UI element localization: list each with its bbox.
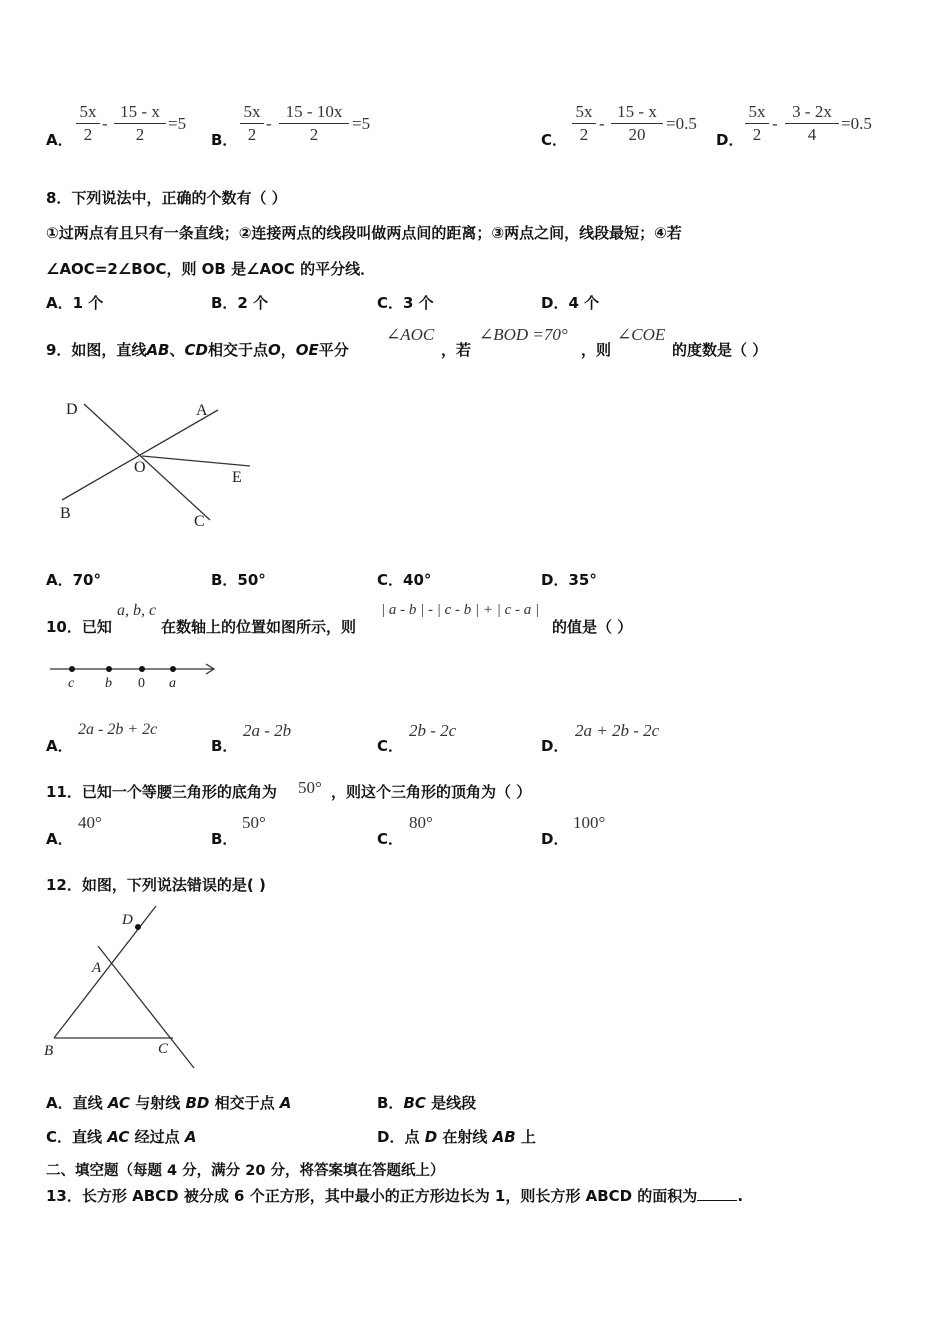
fraction: 15 - x 20 xyxy=(611,102,663,145)
line-dc xyxy=(84,404,210,520)
label-b: B xyxy=(44,1043,54,1059)
q9-math-coe: ∠COE xyxy=(617,325,666,344)
q11-stem-a: 11．已知一个等腰三角形的底角为 xyxy=(46,783,277,801)
option-label: A． xyxy=(46,131,73,149)
q11-angle: 50° xyxy=(298,778,322,797)
q10-stem-a: 10．已知 xyxy=(46,618,112,636)
q12-option-c: C．直线 AC 经过点 A xyxy=(46,1128,197,1146)
q9-math-bod: ∠BOD =70° xyxy=(479,325,568,344)
fraction: 3 - 2x 4 xyxy=(785,102,839,145)
q8-option-a: A．1 个 xyxy=(46,294,104,312)
point-a xyxy=(170,666,176,672)
option-label: C． xyxy=(541,131,568,149)
q10-stem-c: 的值是（ ） xyxy=(552,618,633,636)
q12-option-a: A．直线 AC 与射线 BD 相交于点 A xyxy=(46,1094,292,1112)
q8-option-d: D．4 个 xyxy=(541,294,600,312)
q9-option-d: D．35° xyxy=(541,571,597,589)
q12-figure xyxy=(40,900,210,1072)
q9-option-c: C．40° xyxy=(377,571,432,589)
fraction: 15 - x 2 xyxy=(114,102,166,145)
ray-oe xyxy=(142,456,250,466)
point-d xyxy=(135,924,141,930)
q8-line1: ①过两点有且只有一条直线；②连接两点的线段叫做两点间的距离；③两点之间，线段最短；④若 xyxy=(46,224,682,242)
fraction: 5x 2 xyxy=(76,102,100,145)
fraction: 5x 2 xyxy=(572,102,596,145)
label-c: c xyxy=(68,676,75,691)
label-a: a xyxy=(169,676,176,691)
option-label: B． xyxy=(211,131,238,149)
line-ab xyxy=(62,410,218,500)
q13-text: 13．长方形 ABCD 被分成 6 个正方形，其中最小的正方形边长为 1，则长方形 ABCD 的面积为 . xyxy=(46,1187,744,1205)
fraction: 5x 2 xyxy=(240,102,264,145)
q9-stem: 9．如图，直线AB、CD相交于点O，OE平分 xyxy=(46,341,349,359)
q9-math-aoc: ∠AOC xyxy=(386,325,435,344)
label-c: C xyxy=(194,513,205,530)
q10-stem-b: 在数轴上的位置如图所示，则 xyxy=(161,618,357,636)
label-b: b xyxy=(105,676,112,691)
label-d: D xyxy=(122,912,133,928)
label-d: D xyxy=(66,401,78,418)
fraction: 5x 2 xyxy=(745,102,769,145)
q9-option-a: A．70° xyxy=(46,571,101,589)
answer-blank[interactable] xyxy=(697,1186,737,1201)
point-c xyxy=(69,666,75,672)
label-o: O xyxy=(134,459,146,476)
q8-option-b: B．2 个 xyxy=(211,294,269,312)
q8-option-c: C．3 个 xyxy=(377,294,434,312)
point-b xyxy=(106,666,112,672)
q12-option-d: D．点 D 在射线 AB 上 xyxy=(377,1128,536,1146)
label-a: A xyxy=(92,960,102,976)
label-zero: 0 xyxy=(138,676,145,691)
q9-option-b: B．50° xyxy=(211,571,266,589)
line-ac xyxy=(98,946,194,1068)
q12-option-b: B．BC 是线段 xyxy=(377,1094,477,1112)
q9-figure xyxy=(50,392,260,532)
section2-heading: 二、填空题（每题 4 分，满分 20 分，将答案填在答题纸上） xyxy=(46,1163,445,1179)
label-b: B xyxy=(60,505,71,522)
q10-number-line xyxy=(46,658,226,692)
q12-stem: 12．如图，下列说法错误的是( ) xyxy=(46,876,266,894)
option-label: D． xyxy=(716,131,744,149)
label-c: C xyxy=(158,1041,169,1057)
label-e: E xyxy=(232,469,242,486)
label-a: A xyxy=(196,402,208,419)
q8-line2: ∠AOC=2∠BOC，则 OB 是∠AOC 的平分线． xyxy=(46,260,376,278)
q8-stem: 8．下列说法中，正确的个数有（ ） xyxy=(46,189,287,207)
q10-expr: | a - b | - | c - b | + | c - a | xyxy=(381,602,540,618)
q11-stem-b: ，则这个三角形的顶角为（ ） xyxy=(331,783,532,801)
q10-vars: a, b, c xyxy=(117,602,157,619)
fraction: 15 - 10x 2 xyxy=(279,102,349,145)
point-zero xyxy=(139,666,145,672)
